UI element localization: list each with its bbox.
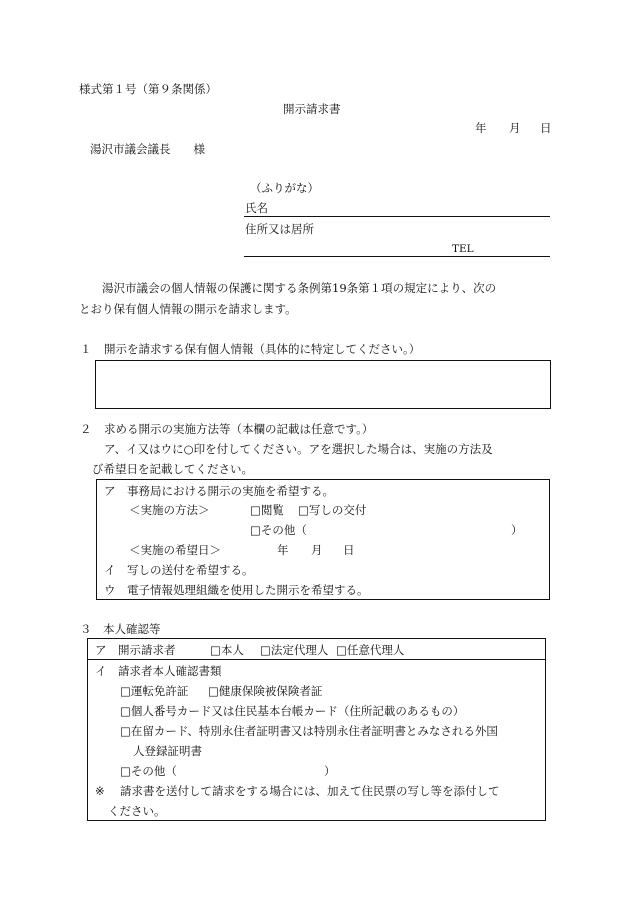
note-mark: ※ <box>95 784 105 798</box>
preferred-date-label: ＜実施の希望日＞ <box>129 543 221 557</box>
option-u-text[interactable]: ウ 電子情報処理組織を使用した開示を希望する。 <box>104 583 369 597</box>
method-copy-checkbox[interactable]: □写しの交付 <box>298 503 367 517</box>
name-label: 氏名 <box>245 201 268 215</box>
intro-line-2: とおり保有個人情報の開示を請求します。 <box>79 302 297 316</box>
method-other-checkbox[interactable]: □その他（ <box>250 523 307 537</box>
preferred-date-month: 月 <box>311 543 323 557</box>
section1-heading: 開示を請求する保有個人情報（具体的に特定してください。） <box>104 342 421 356</box>
doc-other-checkbox[interactable]: □その他（ <box>120 764 177 778</box>
date-day-label: 日 <box>540 121 552 135</box>
form-number: 様式第１号（第９条関係） <box>79 82 217 96</box>
address-underline[interactable] <box>244 256 550 257</box>
note-line-2: ください。 <box>108 804 166 818</box>
requester-legal-rep-checkbox[interactable]: □法定代理人 <box>260 643 329 657</box>
preferred-date-day: 日 <box>343 543 355 557</box>
section2-heading: 求める開示の実施方法等（本欄の記載は任意です。） <box>104 422 374 436</box>
option-a-text[interactable]: ア 事務局における開示の実施を希望する。 <box>104 484 334 498</box>
doc-my-number-checkbox[interactable]: □個人番号カード又は住民基本台帳カード（住所記載のあるもの） <box>120 704 465 718</box>
doc-other-close: ） <box>324 764 336 778</box>
address-label: 住所又は居所 <box>245 222 314 236</box>
section2-note-line-1: ア、イ又はウに○印を付してください。アを選択した場合は、実施の方法及 <box>104 442 493 456</box>
doc-health-insurance-checkbox[interactable]: □健康保険被保険者証 <box>208 684 323 698</box>
disclosure-method-box <box>96 479 550 600</box>
section2-note-line-2: び希望日を記載してください。 <box>92 462 253 476</box>
intro-line-1: 湯沢市議会の個人情報の保護に関する条例第19条第１項の規定により、次の <box>102 281 497 295</box>
section1-number: １ <box>80 342 92 356</box>
preferred-date-year: 年 <box>277 543 289 557</box>
id-docs-label: イ 請求者本人確認書類 <box>95 664 222 678</box>
doc-residence-card-checkbox[interactable]: □在留カード、特別永住者証明書又は特別永住者証明書とみなされる外国 <box>120 724 498 738</box>
section2-number: ２ <box>80 422 92 436</box>
doc-residence-card-cont: 人登録証明書 <box>133 744 202 758</box>
date-year-label: 年 <box>475 121 487 135</box>
tel-label: TEL <box>452 243 474 255</box>
method-view-checkbox[interactable]: □閲覧 <box>250 503 284 517</box>
furigana-label: （ふりがな） <box>250 181 319 195</box>
name-underline[interactable] <box>244 216 550 217</box>
requested-info-field[interactable] <box>95 360 551 409</box>
section3-heading: ３ 本人確認等 <box>80 622 161 636</box>
addressee: 湯沢市議会議長 様 <box>90 142 205 156</box>
requester-voluntary-rep-checkbox[interactable]: □任意代理人 <box>336 643 405 657</box>
date-month-label: 月 <box>509 121 521 135</box>
doc-drivers-license-checkbox[interactable]: □運転免許証 <box>120 684 189 698</box>
identity-verification-box <box>87 638 546 821</box>
requester-self-checkbox[interactable]: □本人 <box>210 643 244 657</box>
method-label: ＜実施の方法＞ <box>129 503 210 517</box>
document-title: 開示請求書 <box>283 102 341 116</box>
method-other-close: ） <box>511 523 523 537</box>
note-line-1: 請求書を送付して請求をする場合には、加えて住民票の写し等を添付して <box>120 784 500 798</box>
option-i-text[interactable]: イ 写しの送付を希望する。 <box>104 563 254 577</box>
row-divider <box>88 659 545 660</box>
requester-type-label: ア 開示請求者 <box>95 643 176 657</box>
